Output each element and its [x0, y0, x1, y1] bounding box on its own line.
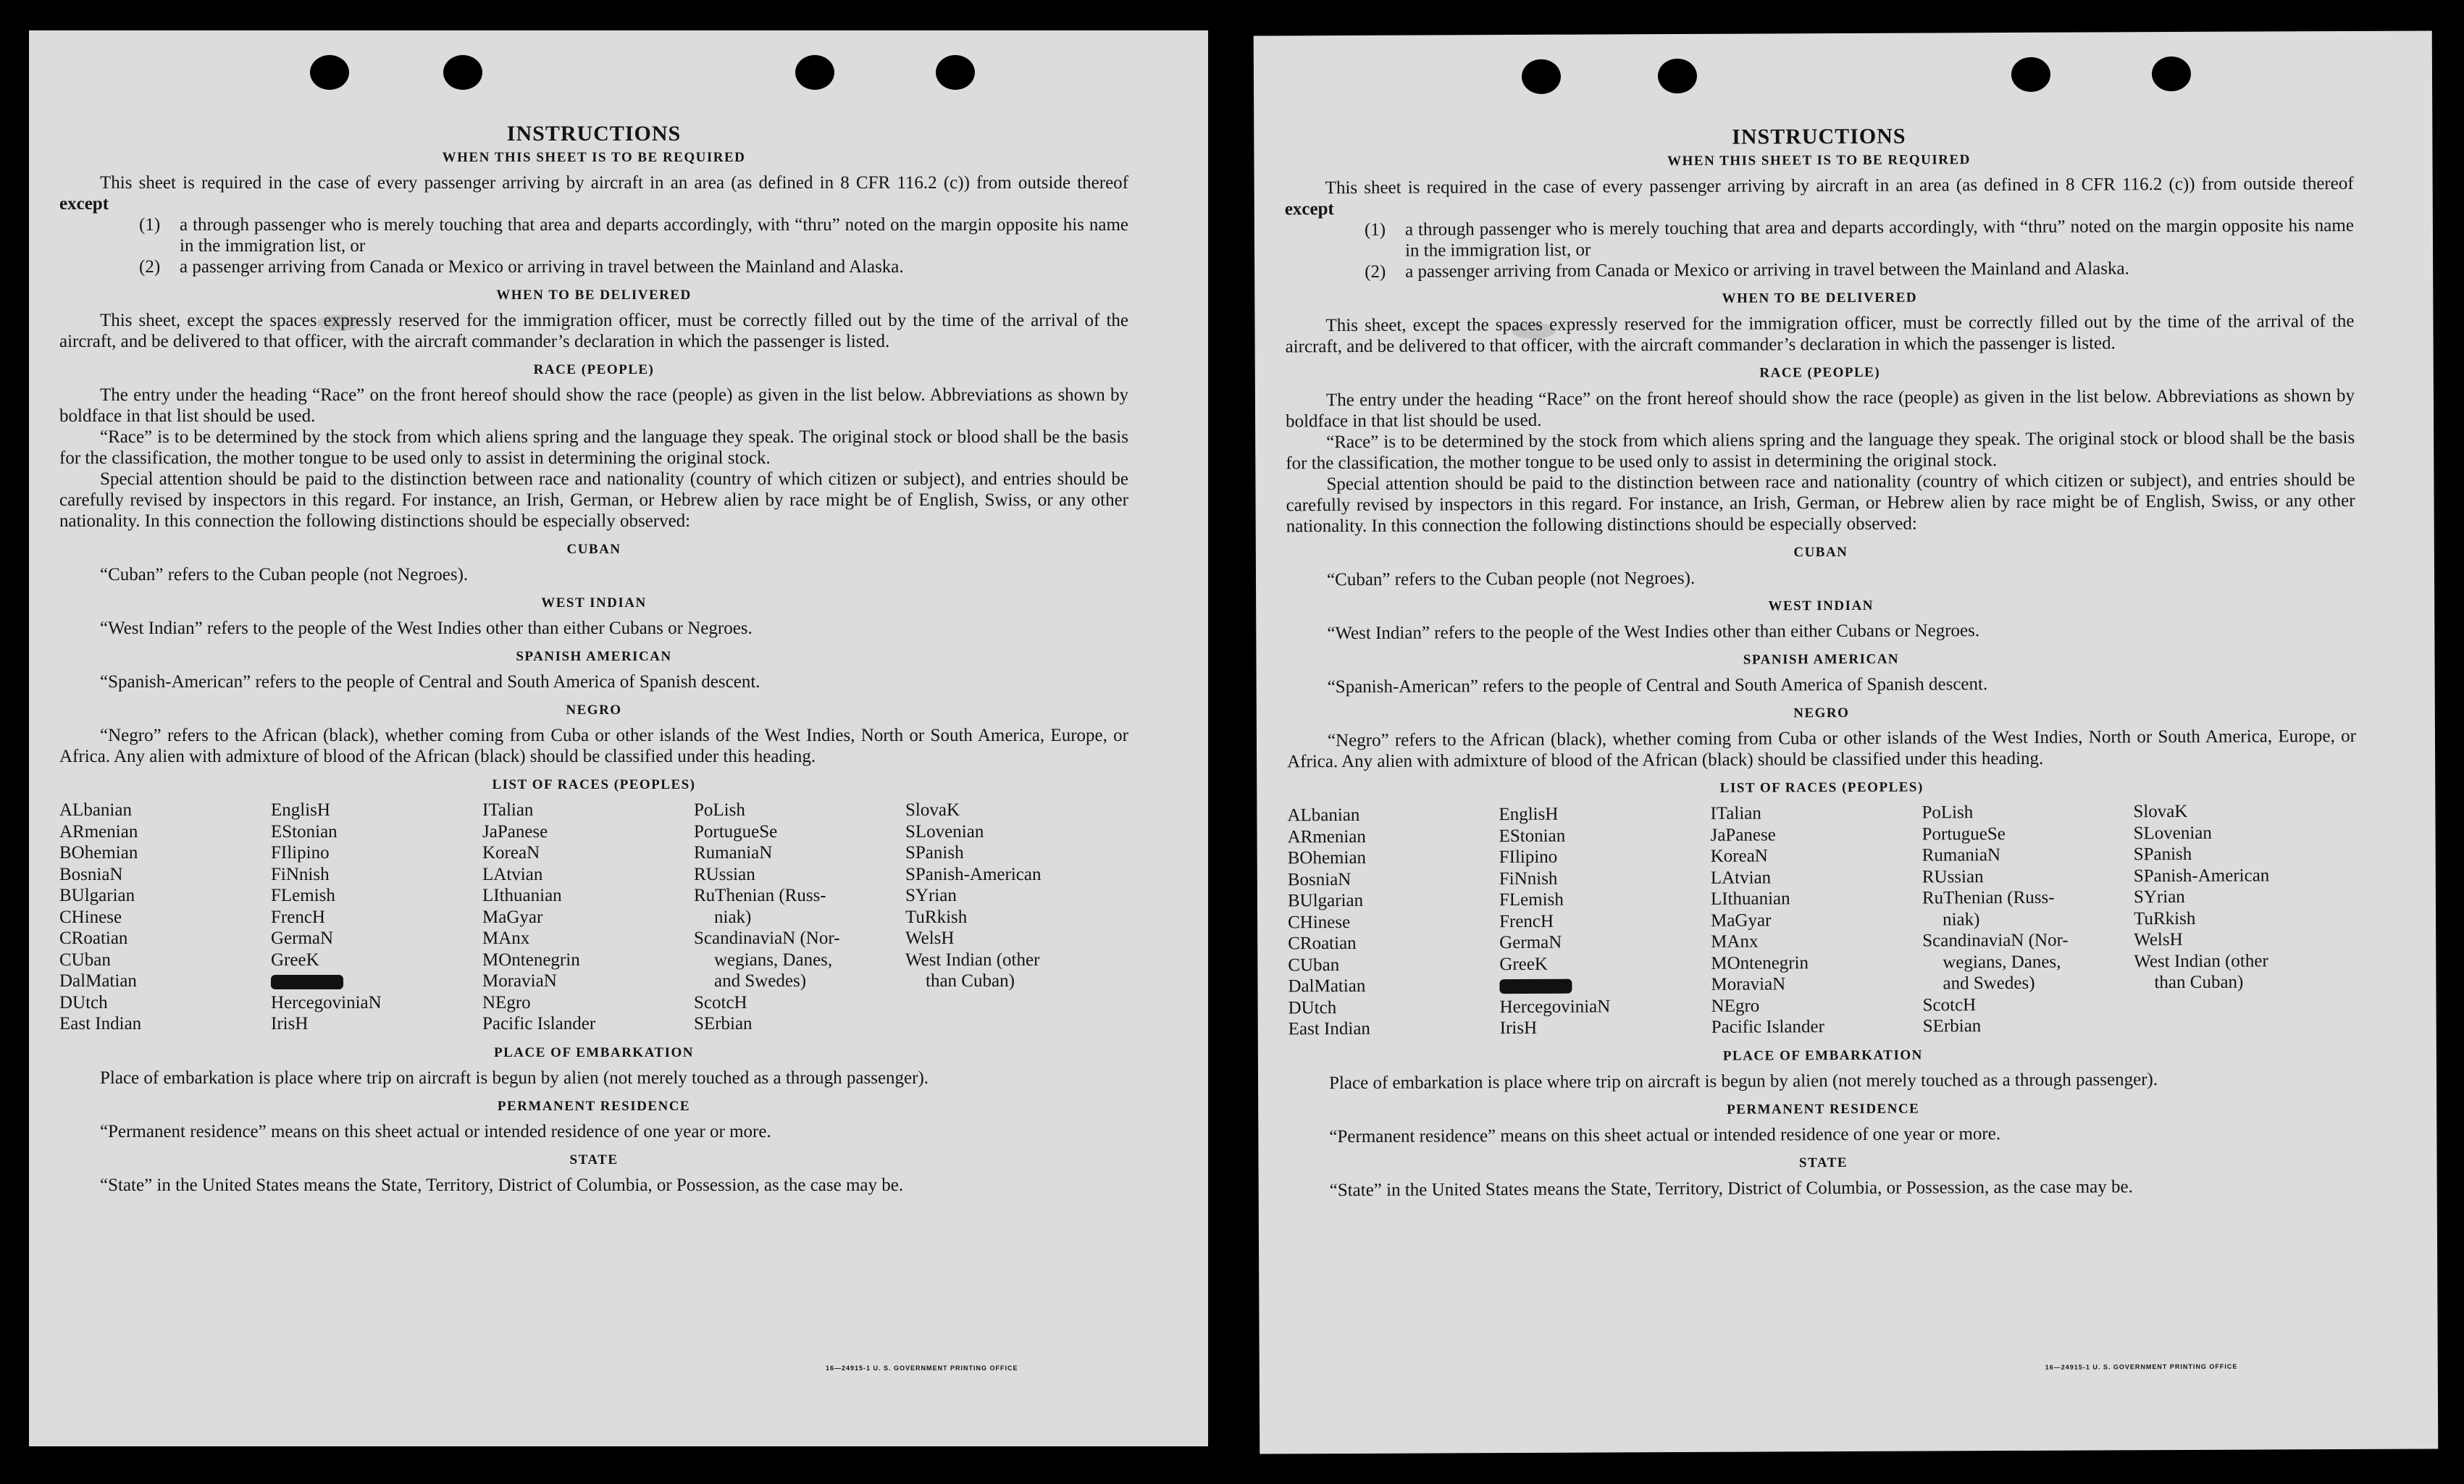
race-item: West Indian (other	[2134, 950, 2268, 971]
exception-item: (1) a through passenger who is merely touching that area and departs accordingly, with “thru” noted on the margin opposite his name in the immigration list, or	[1364, 215, 2354, 261]
race-item: FLemish	[1499, 889, 1564, 910]
race-item: SYrian	[905, 886, 957, 905]
race-item: CHinese	[1288, 912, 1351, 932]
instructions-body	[59, 123, 1128, 1196]
section-heading: WHEN TO BE DELIVERED	[1722, 290, 1918, 306]
section-heading: PLACE OF EMBARKATION	[1722, 1047, 1923, 1064]
race-item: MoraviaN	[482, 971, 557, 991]
race-item: CHinese	[59, 907, 122, 927]
race-item: KoreaN	[1710, 846, 1768, 866]
paragraph: Place of embarkation is place where trip on aircraft is begun by alien (not merely touched as a through passenger).	[100, 1068, 929, 1088]
page-title: INSTRUCTIONS	[1732, 124, 1906, 149]
race-item: GermaN	[1499, 932, 1562, 953]
race-item: MoraviaN	[1711, 974, 1786, 994]
race-column	[694, 800, 905, 1035]
section-heading: PERMANENT RESIDENCE	[1727, 1101, 1920, 1118]
paragraph: “State” in the United States means the State, Territory, District of Columbia, or Possession, as the case may be.	[100, 1175, 904, 1195]
race-item: MOntenegrin	[1711, 952, 1809, 973]
race-list	[59, 800, 1128, 1035]
race-item: than Cuban)	[2154, 972, 2244, 993]
race-item: SLovenian	[2133, 823, 2212, 843]
race-item: NEgro	[1711, 996, 1760, 1016]
race-item: EStonian	[1499, 826, 1566, 846]
section-heading: NEGRO	[566, 703, 622, 718]
punch-hole	[795, 55, 834, 90]
race-item: GermaN	[271, 928, 334, 948]
race-item: ScandinaviaN (Nor-	[1922, 930, 2069, 951]
race-item: SPanish-American	[2133, 865, 2270, 886]
race-item: ALbanian	[1287, 805, 1360, 826]
printing-office-code: 16—24915-1 U. S. GOVERNMENT PRINTING OFFICE	[826, 1364, 1018, 1372]
race-item: EnglisH	[271, 800, 330, 820]
race-item: LIthuanian	[1710, 889, 1790, 909]
punch-hole	[443, 55, 482, 90]
race-item: DUtch	[1288, 997, 1337, 1018]
section-heading: PERMANENT RESIDENCE	[497, 1098, 691, 1114]
section-heading: SPANISH AMERICAN	[1743, 651, 1900, 668]
race-item: WelsH	[2134, 929, 2183, 950]
race-item: ITalian	[1710, 803, 1761, 823]
page-title: INSTRUCTIONS	[506, 122, 682, 146]
redacted-entry	[271, 971, 482, 992]
race-item: Pacific Islander	[1711, 1017, 1824, 1037]
race-item: BUlgarian	[1287, 890, 1364, 911]
paragraph: “Permanent residence” means on this sheet actual or intended residence of one year or more.	[1329, 1123, 2001, 1146]
race-item: SPanish	[2133, 844, 2192, 865]
race-item: EStonian	[271, 821, 338, 842]
race-item: CRoatian	[1288, 933, 1357, 954]
race-item: and Swedes)	[1943, 973, 2035, 994]
section-heading: STATE	[1798, 1154, 1848, 1170]
race-column	[905, 800, 1117, 1035]
punch-hole	[310, 55, 349, 90]
race-column	[1710, 802, 1922, 1039]
paragraph: “Race” is to be determined by the stock from which aliens spring and the language they speak. The original stock or blood shall be the basis for the classification, the mother tongue to be used only to assist in determining the original stock.	[1286, 427, 2355, 474]
race-item: SPanish-American	[905, 864, 1042, 884]
paragraph: This sheet, except the spaces expressly reserved for the immigration officer, must be correctly filled out by the time of the arrival of the aircraft, and be delivered to that officer, with the aircraft commander’s declaration in which the passenger is listed.	[1285, 311, 2355, 357]
exception-item: (2) a passenger arriving from Canada or Mexico or arriving in travel between the Mainland and Alaska.	[139, 257, 904, 277]
race-item: PortugueSe	[694, 821, 778, 842]
paragraph: The entry under the heading “Race” on the front hereof should show the race (people) as given in the list below. Abbreviations as shown by boldface in that list should be used.	[1286, 385, 2355, 432]
paragraph: “Negro” refers to the African (black), whether coming from Cuba or other islands of the West Indies, North or South America, Europe, or Africa. Any alien with admixture of blood of the African (black) should be classified under this heading.	[59, 726, 1128, 766]
race-item: ScotcH	[1922, 994, 1977, 1015]
printing-office-code: 16—24915-1 U. S. GOVERNMENT PRINTING OFFICE	[2045, 1362, 2238, 1371]
section-heading: STATE	[569, 1152, 619, 1168]
race-item: RumaniaN	[1922, 845, 2001, 865]
race-item: West Indian (other	[905, 949, 1040, 970]
race-column	[1499, 803, 1711, 1039]
race-item: KoreaN	[482, 843, 540, 863]
race-item: SlovaK	[2133, 801, 2188, 822]
race-item: IrisH	[271, 1014, 309, 1034]
race-item: LAtvian	[1710, 867, 1772, 888]
race-item: PortugueSe	[1922, 823, 2006, 844]
section-heading: WEST INDIAN	[1768, 598, 1874, 614]
race-item: SLovenian	[905, 821, 984, 842]
race-item: RuThenian (Russ-	[694, 886, 826, 905]
paragraph: Special attention should be paid to the distinction between race and nationality (country of which citizen or subject), and entries should be carefully revised by inspectors in this regard. For instance, an Irish, German, or Hebrew alien by race might be of English, Swiss, or any other nationality. In this connection the following distinctions should be especially observed:	[1286, 469, 2355, 537]
instructions-body	[1284, 124, 2358, 1201]
punch-hole	[936, 55, 975, 90]
race-item: CRoatian	[59, 928, 128, 948]
paragraph: “Negro” refers to the African (black), whether coming from Cuba or other islands of the West Indies, North or South America, Europe, or Africa. Any alien with admixture of blood of the African (black) should be classified under this heading.	[1287, 726, 2357, 772]
race-item: MAnx	[1711, 931, 1759, 952]
section-heading: SPANISH AMERICAN	[516, 649, 672, 664]
paragraph: This sheet, except the spaces expressly reserved for the immigration officer, must be correctly filled out by the time of the arrival of the aircraft, and be delivered to that officer, with the aircraft commander’s declaration in which the passenger is listed.	[59, 311, 1128, 351]
race-item: JaPanese	[1710, 824, 1776, 845]
race-item: MOntenegrin	[482, 949, 580, 970]
race-item: LAtvian	[482, 864, 543, 884]
paragraph: The entry under the heading “Race” on the front hereof should show the race (people) as given in the list below. Abbreviations as shown by boldface in that list should be used.	[59, 385, 1128, 426]
race-item: GreeK	[271, 949, 319, 970]
race-item: TuRkish	[905, 907, 968, 927]
section-heading: RACE (PEOPLE)	[533, 362, 655, 377]
race-item: SErbian	[694, 1014, 753, 1034]
redacted-entry	[1499, 974, 1711, 997]
exception-item: (2) a passenger arriving from Canada or Mexico or arriving in travel between the Mainland and Alaska.	[1365, 259, 2129, 282]
race-item: FIlipino	[271, 843, 330, 863]
paragraph: “West Indian” refers to the people of the West Indies other than either Cubans or Negroes.	[100, 619, 753, 638]
race-item: BosniaN	[59, 864, 123, 884]
race-item: ALbanian	[59, 800, 132, 820]
race-item: ITalian	[482, 800, 534, 820]
race-item: CUban	[59, 949, 111, 970]
race-item: ARmenian	[59, 821, 138, 842]
race-item: TuRkish	[2134, 908, 2196, 928]
race-item: ScotcH	[694, 992, 747, 1013]
race-item: PoLish	[1922, 802, 1974, 823]
race-item: NEgro	[482, 992, 531, 1013]
paragraph: “Spanish-American” refers to the people of Central and South America of Spanish descent.	[1327, 674, 1988, 697]
paragraph: “Cuban” refers to the Cuban people (not Negroes).	[100, 565, 469, 584]
race-item: ScandinaviaN (Nor-	[694, 928, 840, 948]
race-item: PoLish	[694, 800, 745, 820]
section-heading: LIST OF RACES (PEOPLES)	[1719, 779, 1924, 796]
paragraph: “Permanent residence” means on this sheet actual or intended residence of one year or more.	[100, 1121, 771, 1141]
paragraph: “Spanish-American” refers to the people of Central and South America of Spanish descent.	[100, 672, 760, 692]
race-item: East Indian	[1288, 1018, 1370, 1039]
race-item: East Indian	[59, 1014, 142, 1034]
race-item: RuThenian (Russ-	[1922, 887, 2055, 908]
race-item: WelsH	[905, 928, 955, 948]
race-item: FiNnish	[271, 864, 330, 884]
race-item: Pacific Islander	[482, 1014, 596, 1034]
race-item: DUtch	[59, 992, 108, 1013]
section-heading: CUBAN	[1793, 544, 1848, 561]
document-page-right	[1254, 30, 2439, 1454]
section-heading: WHEN TO BE DELIVERED	[496, 288, 692, 303]
race-item: than Cuban)	[926, 971, 1015, 991]
race-column	[271, 800, 482, 1035]
race-item: MAnx	[482, 928, 530, 948]
race-item: FLemish	[271, 886, 335, 905]
race-item: BosniaN	[1287, 869, 1352, 889]
punch-hole	[1522, 59, 1561, 94]
race-item: MaGyar	[1711, 910, 1772, 931]
punch-hole	[1658, 59, 1697, 93]
race-item: LIthuanian	[482, 886, 562, 905]
redaction-mark	[271, 975, 343, 989]
exception-item: (1) a through passenger who is merely touching that area and departs accordingly, with “thru” noted on the margin opposite his name in the immigration list, or	[139, 215, 1128, 256]
paragraph: Place of embarkation is place where trip on aircraft is begun by alien (not merely touched as a through passenger).	[1328, 1069, 2158, 1093]
race-item: CUban	[1288, 955, 1340, 975]
race-item: HercegoviniaN	[271, 992, 382, 1013]
section-heading: WEST INDIAN	[541, 595, 647, 611]
race-item: FIlipino	[1499, 847, 1558, 868]
section-heading: LIST OF RACES (PEOPLES)	[492, 777, 696, 792]
race-item: GreeK	[1499, 954, 1549, 974]
paragraph: “Race” is to be determined by the stock from which aliens spring and the language they speak. The original stock or blood shall be the basis for the classification, the mother tongue to be used only to assist in determining the original stock.	[59, 427, 1128, 468]
race-item: SPanish	[905, 843, 964, 863]
section-heading: CUBAN	[566, 542, 621, 557]
race-item: and Swedes)	[714, 971, 807, 991]
race-item: HercegoviniaN	[1499, 996, 1611, 1017]
race-item: niak)	[714, 907, 752, 927]
race-item: FiNnish	[1499, 868, 1558, 889]
race-column	[482, 800, 694, 1035]
race-item: wegians, Danes,	[714, 949, 833, 970]
race-item: JaPanese	[482, 821, 548, 842]
race-item: RUssian	[694, 864, 755, 884]
race-item: ARmenian	[1287, 826, 1366, 847]
section-heading: PLACE OF EMBARKATION	[494, 1044, 694, 1060]
race-column	[1922, 801, 2134, 1037]
race-column	[59, 800, 271, 1035]
race-item: FrencH	[271, 907, 325, 927]
race-list	[1287, 800, 2357, 1040]
paragraph: This sheet is required in the case of every passenger arriving by aircraft in an area (as defined in 8 CFR 116.2 (c)) from outside thereof except	[59, 173, 1128, 214]
paragraph: Special attention should be paid to the distinction between race and nationality (country of which citizen or subject), and entries should be carefully revised by inspectors in this regard. For instance, an Irish, German, or Hebrew alien by race might be of English, Swiss, or any other nationality. In this connection the following distinctions should be especially observed:	[59, 469, 1128, 531]
race-item: IrisH	[1499, 1018, 1538, 1039]
paragraph: “State” in the United States means the State, Territory, District of Columbia, or Possession, as the case may be.	[1329, 1176, 2133, 1200]
paragraph: This sheet is required in the case of every passenger arriving by aircraft in an area (as defined in 8 CFR 116.2 (c)) from outside thereof except	[1284, 173, 2354, 219]
race-item: BOhemian	[59, 843, 138, 863]
race-item: BOhemian	[1287, 847, 1367, 868]
race-item: FrencH	[1499, 911, 1554, 931]
redaction-mark	[1499, 979, 1572, 994]
paragraph: “West Indian” refers to the people of the West Indies other than either Cubans or Negroes.	[1327, 621, 1980, 644]
document-page-left	[29, 30, 1208, 1446]
race-item: BUlgarian	[59, 886, 135, 905]
section-heading: WHEN THIS SHEET IS TO BE REQUIRED	[442, 150, 746, 165]
section-heading: WHEN THIS SHEET IS TO BE REQUIRED	[1667, 152, 1971, 169]
race-column	[2133, 800, 2345, 1036]
paragraph: “Cuban” refers to the Cuban people (not Negroes).	[1326, 568, 1696, 590]
section-heading: RACE (PEOPLE)	[1759, 364, 1881, 381]
race-item: EnglisH	[1499, 804, 1559, 825]
race-item: niak)	[1943, 909, 1980, 929]
race-column	[1287, 804, 1499, 1040]
race-item: SlovaK	[905, 800, 960, 820]
punch-hole	[2152, 56, 2191, 91]
punch-hole	[2011, 57, 2050, 92]
race-item: MaGyar	[482, 907, 543, 927]
race-item: DalMatian	[1288, 976, 1366, 997]
race-item: SYrian	[2133, 886, 2185, 907]
race-item: RumaniaN	[694, 843, 773, 863]
race-item: RUssian	[1922, 866, 1984, 887]
race-item: wegians, Danes,	[1943, 952, 2061, 972]
section-heading: NEGRO	[1793, 705, 1850, 721]
race-item: DalMatian	[59, 971, 137, 991]
race-item: SErbian	[1922, 1016, 1982, 1036]
